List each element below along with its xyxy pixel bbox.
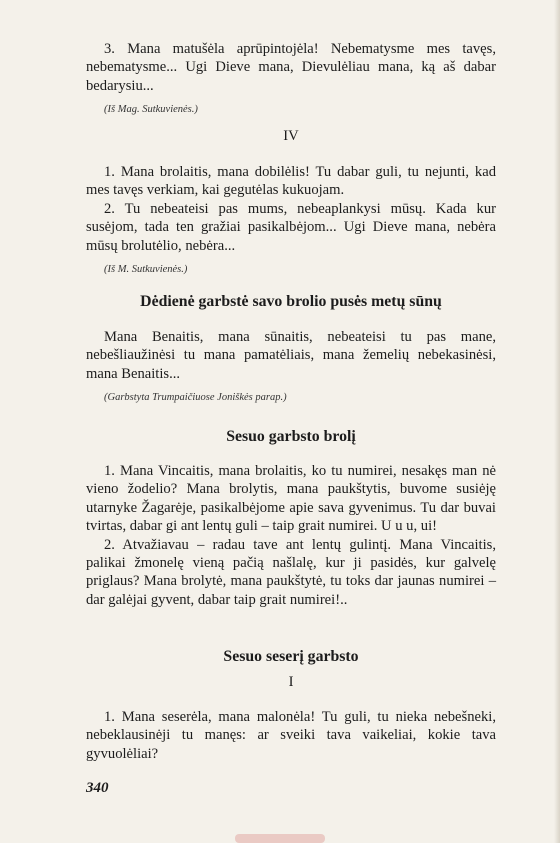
- paragraph: Mana Benaitis, mana sūnaitis, nebeateisi tu pas mane, nebešliaužinėsi tu mana pamatėliais, mana žemelių nebekasinėsi, mana Benaitis...: [86, 329, 496, 382]
- paragraph-block-3: [86, 328, 496, 383]
- section-heading: Sesuo seserį garbsto: [223, 648, 359, 665]
- page-number: 340: [86, 780, 109, 796]
- scan-smudge: [235, 834, 325, 843]
- source-note-1: [86, 104, 496, 115]
- paragraph-block-1: [86, 40, 496, 95]
- source-note-3: [86, 392, 496, 403]
- source-note-2: [86, 264, 496, 275]
- paragraph: 1. Mana brolaitis, mana dobilėlis! Tu dabar guli, tu nejunti, kad mes tavęs verkiam, kai gegutėlas kukuojam.: [86, 164, 496, 199]
- section-number: IV: [283, 128, 299, 144]
- paragraph-block-5: [86, 708, 496, 763]
- source-note: (Garbstyta Trumpaičiuose Joniškės parap.): [104, 392, 287, 403]
- paragraph: 2. Tu nebeateisi pas mums, nebeaplankysi mūsų. Kada kur susėjom, tada ten gražiai pasikalbėjom... Ugi Dieve mana, nebėra mūsų brolutėlio, nebėra...: [86, 200, 496, 254]
- section-number-iv: [86, 128, 496, 145]
- paragraph-block-2: [86, 163, 496, 255]
- heading-sesuo-seseri: [86, 648, 496, 666]
- heading-sesuo-broli: [86, 428, 496, 446]
- section-number-i: [86, 674, 496, 691]
- section-heading: Sesuo garbsto brolį: [226, 428, 356, 445]
- paragraph: 3. Mana matušėla aprūpintojėla! Nebematysme mes tavęs, nebematysme... Ugi Dieve mana, Dievulėliau mana, ką aš dabar bedarysiu...: [86, 41, 496, 94]
- page-edge-shadow: [554, 0, 560, 843]
- section-heading: Dėdienė garbstė savo brolio pusės metų sūnų: [140, 293, 442, 310]
- paragraph-block-4: [86, 462, 496, 609]
- paragraph: 1. Mana Vincaitis, mana brolaitis, ko tu numirei, nesakęs man nė vieno žodelio? Mana brolytis, mana paukštytis, buvome susiėję utarnyke Žagarėje, pasikalbėjome apie sava gyvenimus. Tu dar buvai tvirtas, dabar gi ant lentų guli – taip grait numirei. U u u, ui!: [86, 463, 496, 535]
- section-number: I: [288, 674, 294, 690]
- source-note: (Iš M. Sutkuvienės.): [104, 264, 188, 275]
- paragraph: 2. Atvažiavau – radau tave ant lentų gulintį. Mana Vincaitis, palikai žmonelę vieną pačią našlalę, kur ji pasidės, kur galvelę priglaus? Mana brolytė, mana paukštytė, tu toks dar jaunas numirei – dar galėjai gyvent, dabar taip grait numirei!..: [86, 536, 496, 608]
- source-note: (Iš Mag. Sutkuvienės.): [104, 104, 198, 115]
- paragraph: 1. Mana seserėla, mana malonėla! Tu guli, tu nieka nebešneki, nebeklausinėji tu manęs: ar sveiki tava vaikeliai, kokie tava gyvuolėliai?: [86, 709, 496, 762]
- heading-dediene: [86, 293, 496, 311]
